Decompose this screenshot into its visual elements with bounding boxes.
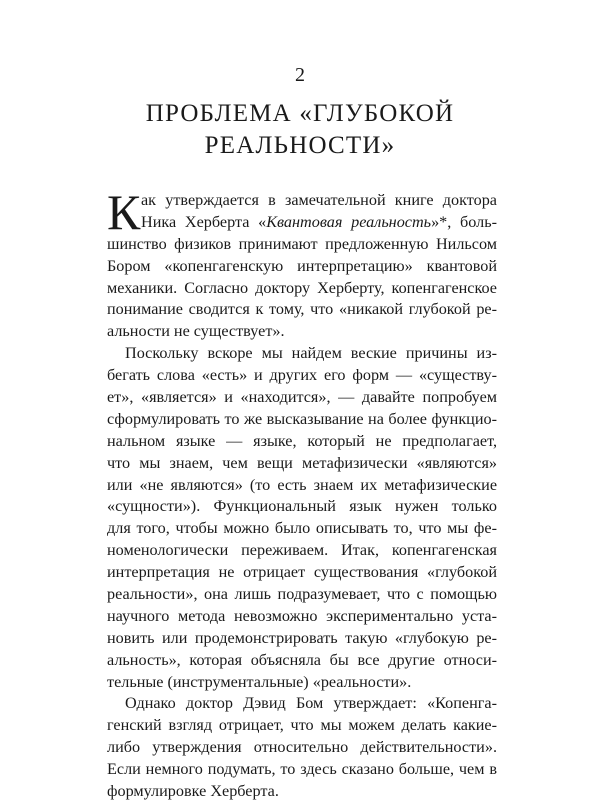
text-line: новить или продемонстрировать такую «глубокую ре-	[107, 628, 497, 647]
text-line: номенологически переживаем. Итак, копенгагенская	[107, 541, 497, 560]
text-line: Однако доктор Дэвид Бом утверждает: «Копенга-	[125, 694, 497, 713]
book-title-italic: Квантовая реальность	[266, 212, 432, 231]
text-line: альность», которая объясняла бы все другие относи-	[107, 650, 497, 669]
text-line: генский взгляд отрицает, что мы можем делать какие-	[107, 716, 497, 735]
text-line: бегать слова «есть» и других его форм — «существу-	[107, 366, 497, 385]
text-line: тельные (инструментальные) «реальности».	[107, 672, 412, 691]
text-line: научного метода невозможно экспериментально уста-	[107, 606, 497, 625]
text-line: Бором «копенгагенскую интерпретацию» квантовой	[107, 256, 497, 275]
text-line: нальном языке — языке, который не предполагает,	[107, 431, 497, 450]
body-text	[107, 184, 498, 803]
text-line: альности не существует».	[107, 322, 285, 341]
drop-cap: К	[107, 184, 141, 240]
text-span: »*, боль-	[431, 212, 498, 231]
chapter-number: 2	[295, 64, 305, 86]
text-line: сформулировать то же высказывание на более функцио-	[107, 409, 497, 428]
text-line: «сущности»). Функциональный язык нужен только	[107, 497, 497, 516]
chapter-title-line-1: ПРОБЛЕМА «ГЛУБОКОЙ	[145, 100, 455, 127]
text-line: механики. Согласно доктору Херберту, копенгагенское	[107, 278, 497, 297]
text-span: Ника Херберта «	[141, 212, 267, 231]
chapter-title	[0, 98, 600, 162]
text-line: интерпретация не отрицает существования «глубокой	[107, 563, 497, 582]
text-line: для того, чтобы можно было описывать то, что мы фе-	[107, 519, 497, 538]
text-line: что мы знаем, чем вещи метафизически «являются»	[107, 453, 497, 472]
text-line: или «не являются» (то есть знаем их метафизические	[107, 475, 497, 494]
text-line: ак утверждается в замечательной книге доктора	[141, 191, 497, 209]
text-line: понимание сводится к тому, что «никакой глубокой ре-	[107, 300, 497, 319]
text-line: либо утверждения относительно действительности».	[107, 738, 497, 757]
text-line	[107, 212, 497, 234]
chapter-title-line-2: РЕАЛЬНОСТИ»	[204, 132, 396, 159]
text-line: ет», «является» и «находится», — давайте попробуем	[107, 388, 497, 407]
text-line: шинство физиков принимают предложенную Нильсом	[107, 234, 497, 253]
text-line: формулировке Херберта.	[107, 782, 279, 801]
text-line: реальности», она лишь подразумевает, что с помощью	[107, 585, 497, 604]
text-line: Поскольку вскоре мы найдем веские причины из-	[125, 344, 497, 363]
text-line: Если немного подумать, то здесь сказано больше, чем в	[107, 760, 497, 779]
